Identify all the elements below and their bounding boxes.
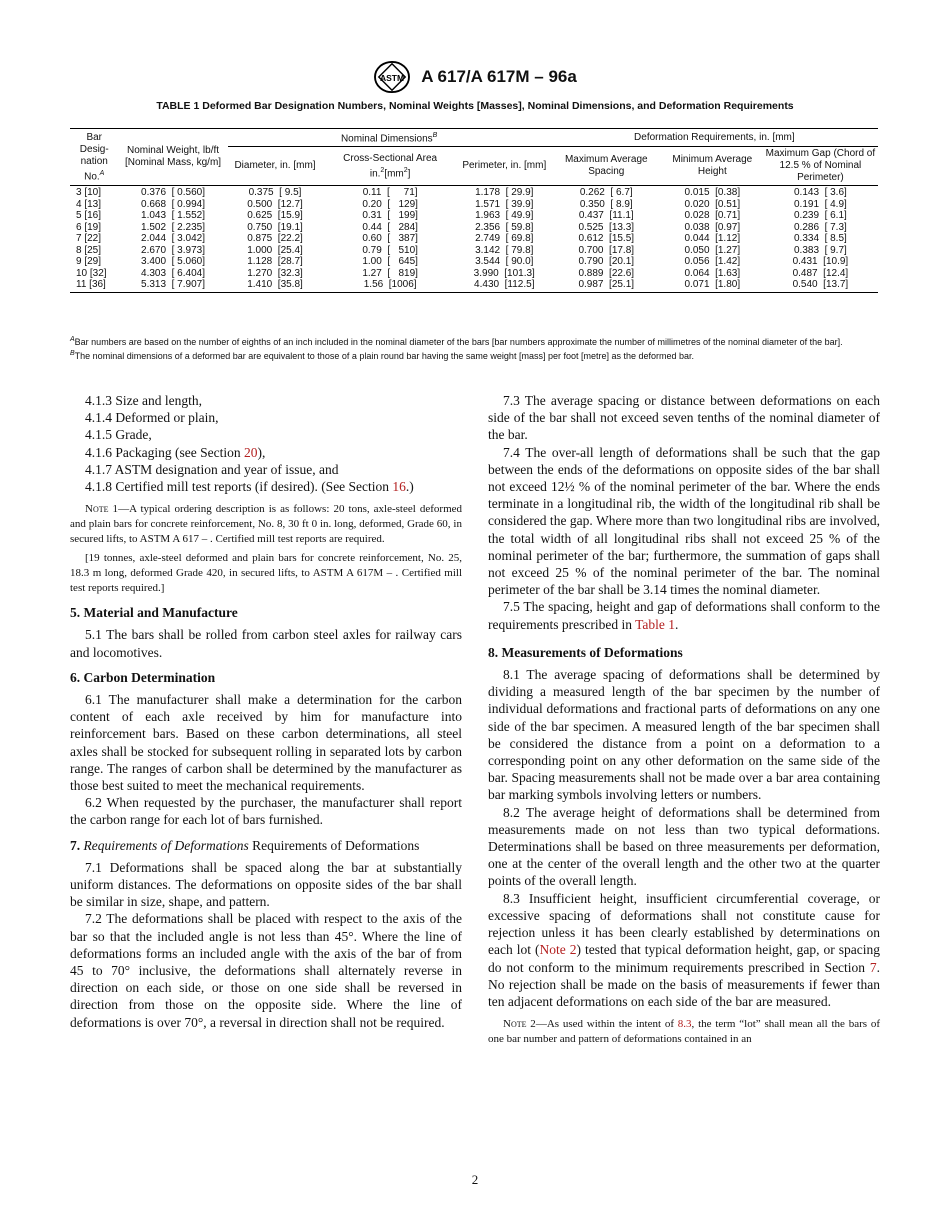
para-8-2: 8.2 The average height of deformations shall be determined from measurements made on not less than two typical deformations. Determinations shall be based on three measurements per deformation, one at the center of the overall length and the other two at the quarter points of the overall length.	[488, 804, 880, 889]
document-designation: A 617/A 617M – 96a	[421, 67, 577, 86]
col-header-bar: Bar Desig- nation No.$^A$	[70, 129, 118, 186]
table-cell: 4 [13]	[76, 198, 102, 210]
col-header-weight: Nominal Weight, lb/ft [Nominal Mass, kg/m]	[118, 129, 227, 186]
table-cell: 7 [22]	[76, 233, 102, 245]
deformed-bar-table	[70, 128, 878, 293]
table-cell: 11 [36]	[70, 279, 118, 292]
group-header-nominal: Nominal Dimensions$^B$	[228, 129, 551, 147]
table-row	[70, 233, 878, 245]
col-header-height: Minimum Average Height	[662, 147, 763, 186]
table-cell: 1.00 [ 645]	[362, 256, 418, 268]
table-cell: 0.383 [ 9.7]	[793, 244, 847, 256]
para-8-1: 8.1 The average spacing of deformations shall be determined by dividing a measured length of the bar specimen by the number of individual deformations and fractional parts of deformations on any one side of the bar specimen. A measured length of the bar specimen shall be considered the distance from a point on a deformation to a corresponding point on any other deformation on the same side of the bar. Spacing measurements shall not be made over a bar area containing bar marking symbols involving letters or numbers.	[488, 667, 880, 803]
table-cell: 8 [25]	[76, 244, 102, 256]
table-cell: 0.071 [1.80]	[662, 279, 763, 292]
table-cell: 0.889 [22.6]	[578, 267, 635, 279]
table-cell: 3.544 [ 90.0]	[475, 256, 534, 268]
table-cell: 0.875 [22.2]	[247, 233, 303, 245]
table-cell: 1.56 [1006]	[322, 279, 457, 292]
table-cell: 3.990 [101.3]	[473, 267, 535, 279]
table-cell: 0.050 [1.27]	[684, 244, 741, 256]
para-7-1: 7.1 Deformations shall be spaced along the bar at substantially uniform distances. The deformations on opposite sides of the bar shall be similar in size, shape, and pattern.	[70, 859, 462, 910]
para-7-2: 7.2 The deformations shall be placed with respect to the axis of the bar so that the included angle is not less than 45°. Where the line of deformations forms an included angle with the axis of the bar of from 45 to 70° inclusive, the deformations shall alternately reverse in direction on each side, or those on one side shall be reversed in direction from those on the opposite side. Where the line of deformations is over 70°, a reversal in direction shall not be required.	[70, 911, 462, 1030]
table-cell: 0.540 [13.7]	[763, 279, 878, 292]
table-cell: 1.178 [ 29.9]	[475, 187, 534, 199]
section-5-heading: 5. Material and Manufacture	[70, 605, 238, 621]
right-column	[488, 392, 880, 1047]
table-cell: 0.020 [0.51]	[684, 198, 741, 210]
table-cell: 1.128 [28.7]	[247, 256, 303, 268]
table-cell: 5 [16]	[76, 210, 102, 222]
table-cell: 0.500 [12.7]	[247, 198, 303, 210]
section-7-link[interactable]: 7	[869, 959, 877, 975]
table-cell: 0.376 [ 0.560]	[141, 187, 205, 199]
table-cell: 0.79 [ 510]	[362, 244, 418, 256]
table-cell: 0.044 [1.12]	[684, 233, 741, 245]
table-cell: 5.313 [ 7.907]	[118, 279, 227, 292]
table-cell: 0.038 [0.97]	[684, 221, 741, 233]
table-cell: 0.239 [ 6.1]	[793, 210, 847, 222]
table-row	[70, 245, 878, 257]
table-cell: 0.064 [1.63]	[684, 267, 741, 279]
table-cell: 0.262 [ 6.7]	[579, 187, 633, 199]
table-cell: 0.028 [0.71]	[684, 210, 741, 222]
table-row	[70, 210, 878, 222]
table-cell: 1.270 [32.3]	[247, 267, 303, 279]
table-cell: 0.525 [13.3]	[578, 221, 635, 233]
table-cell: 0.375 [ 9.5]	[248, 187, 302, 199]
table-cell: 0.350 [ 8.9]	[579, 198, 633, 210]
table-cell: 2.044 [ 3.042]	[141, 233, 205, 245]
table-cell: 0.31 [ 199]	[362, 210, 418, 222]
table-cell: 1.502 [ 2.235]	[141, 221, 205, 233]
table-cell: 0.431 [10.9]	[792, 256, 849, 268]
para-5-1: 5.1 The bars shall be rolled from carbon steel axles for railway cars and locomotives.	[70, 627, 462, 660]
para-6-2: 6.2 When requested by the purchaser, the manufacturer shall report the carbon range for each lot of bars furnished.	[70, 795, 462, 828]
table-cell: 3.400 [ 5.060]	[141, 256, 205, 268]
section-8-heading: 8. Measurements of Deformations	[488, 644, 683, 660]
table-cell: 0.487 [12.4]	[792, 267, 849, 279]
col-header-gap: Maximum Gap (Chord of 12.5 % of Nominal Perimeter)	[763, 147, 878, 186]
table-cell: 9 [29]	[76, 256, 102, 268]
table-cell: 3.142 [ 79.8]	[475, 244, 534, 256]
table-row	[70, 279, 878, 292]
footnote-a: $^A$Bar numbers are based on the number of eighths of an inch included in the nominal diameter of the bars [bar numbers approximate the number of millimetres of the nominal diameter of the bar].	[70, 336, 843, 347]
col-header-perimeter: Perimeter, in. [mm]	[458, 147, 551, 186]
document-header	[0, 60, 950, 94]
table-cell: 1.410 [35.8]	[228, 279, 323, 292]
table-cell: 6 [19]	[76, 221, 102, 233]
table-cell: 2.356 [ 59.8]	[475, 221, 534, 233]
table-cell: 1.963 [ 49.9]	[475, 210, 534, 222]
page-number: 2	[471, 1172, 479, 1187]
note-1: Note 1—A typical ordering description is as follows: 20 tons, axle-steel deformed and plain bars for concrete reinforcement, No. 8, 30 ft 0 in. long, deformed, Grade 60, in secured lifts, to ASTM A 617 – . Certified mill test reports are required.	[70, 503, 463, 546]
table-cell: 10 [32]	[76, 267, 107, 279]
item-4-1-7: 4.1.7 ASTM designation and year of issue, and	[85, 461, 339, 477]
col-header-spacing: Maximum Average Spacing	[551, 147, 662, 186]
table-cell: 0.334 [ 8.5]	[793, 233, 847, 245]
table-cell: 0.750 [19.1]	[247, 221, 303, 233]
col-header-area: Cross-Sectional Area $in.^2[mm^2]$	[322, 147, 457, 186]
para-6-1: 6.1 The manufacturer shall make a determination for the carbon content of each axle received by him for manufacture into reinforcement bars. Based on these carbon determinations, all steel axles shall be stocked for subsequent rolling in separated lots by carbon range. The ranges of carbon shall be determined by the manufacturer as those best suited to meet the mechanical requirements.	[70, 692, 462, 794]
table-caption: TABLE 1 Deformed Bar Designation Numbers, Nominal Weights [Masses], Nominal Dimensions, and Deformation Requirements	[156, 100, 794, 112]
para-7-4: 7.4 The over-all length of deformations shall be such that the gap between the ends of the deformations on opposite sides of the bar shall not exceed 12½ % of the nominal perimeter of the bar. Where the ends terminate in a longitudinal rib, the width of the longitudinal rib shall be considered the gap. Where more than two longitudinal ribs are involved, the total width of all longitudinal ribs shall not exceed 25 % of the nominal perimeter of the bar; furthermore, the summation of gaps shall not exceed 25 % of the nominal perimeter of the bar. The nominal perimeter of the bar shall be 3.14 times the nominal diameter.	[488, 444, 880, 598]
col-header-diameter: Diameter, in. [mm]	[228, 147, 323, 186]
table-body	[70, 186, 878, 293]
table-cell: 0.015 [0.38]	[684, 187, 741, 199]
table-cell: 0.987 [25.1]	[551, 279, 662, 292]
table-cell: 0.286 [ 7.3]	[793, 221, 847, 233]
table-1-link[interactable]: Table 1	[635, 616, 675, 632]
note-1-metric: [19 tonnes, axle-steel deformed and plain bars for concrete reinforcement, No. 25, 18.3 m long, deformed Grade 420, in secured lifts, to ASTM A 617M – . Certified mill test reports required.]	[70, 552, 462, 595]
table-row	[70, 199, 878, 211]
item-4-1-6: 4.1.6 Packaging (see Section 20),	[85, 444, 266, 460]
table-cell: 0.056 [1.42]	[684, 256, 741, 268]
table-cell: 0.20 [ 129]	[362, 198, 418, 210]
note-2: Note 2—As used within the intent of 8.3, the term “lot” shall mean all the bars of one bar number and pattern of deformations contained in an	[488, 1018, 880, 1046]
footnote-b: $^B$The nominal dimensions of a deformed bar are equivalent to those of a plain round bar having the same weight [mass] per foot [metre] as the deformed bar.	[70, 350, 695, 361]
item-4-1-4: 4.1.4 Deformed or plain,	[85, 410, 219, 426]
table-row	[70, 268, 878, 280]
item-4-1-5: 4.1.5 Grade,	[85, 427, 152, 443]
group-header-deformation: Deformation Requirements, in. [mm]	[551, 129, 878, 147]
left-column	[70, 392, 462, 1031]
table-cell: 3 [10]	[76, 187, 102, 199]
table-cell: 0.612 [15.5]	[578, 233, 635, 245]
table-cell: 0.790 [20.1]	[578, 256, 635, 268]
table-cell: 1.571 [ 39.9]	[475, 198, 534, 210]
table-cell: 0.668 [ 0.994]	[141, 198, 205, 210]
table-cell: 4.430 [112.5]	[458, 279, 551, 292]
item-4-1-8: 4.1.8 Certified mill test reports (if desired). (See Section 16.)	[85, 479, 414, 495]
table-row	[70, 186, 878, 199]
table-cell: 0.437 [11.1]	[578, 210, 634, 222]
table-row	[70, 256, 878, 268]
para-8-3: 8.3 Insufficient height, insufficient circumferential coverage, or excessive spacing of deformations shall not constitute cause for rejection unless it has been clearly established by determinations on each lot (Note 2) tested that typical deformation height, gap, or spacing do not conform to the minimum requirements prescribed in Section 7. No rejection shall be made on the basis of measurements if fewer than ten adjacent deformations on each side of the bar are measured.	[488, 890, 880, 1009]
table-cell: 1.000 [25.4]	[247, 244, 303, 256]
section-20-link[interactable]: 20	[243, 444, 258, 460]
item-4-1-3: 4.1.3 Size and length,	[85, 393, 202, 408]
table-cell: 4.303 [ 6.404]	[141, 267, 205, 279]
section-7-heading: 7. Requirements of Deformations Requirements of Deformations	[70, 837, 420, 853]
table-cell: 1.27 [ 819]	[362, 267, 418, 279]
table-cell: 0.60 [ 387]	[362, 233, 418, 245]
table-cell: 0.625 [15.9]	[247, 210, 303, 222]
para-7-3: 7.3 The average spacing or distance between deformations on each side of the bar shall not exceed seven tenths of the nominal diameter of the bar.	[488, 393, 880, 443]
table-row	[70, 222, 878, 234]
section-6-heading: 6. Carbon Determination	[70, 669, 216, 685]
table-cell: 0.700 [17.8]	[578, 244, 635, 256]
para-7-5: 7.5 The spacing, height and gap of deformations shall conform to the requirements prescribed in Table 1.	[488, 599, 880, 632]
table-cell: 0.143 [ 3.6]	[793, 187, 847, 199]
table-cell: 2.670 [ 3.973]	[141, 244, 205, 256]
table-cell: 0.191 [ 4.9]	[793, 198, 847, 210]
astm-logo-text: ASTM	[380, 72, 405, 83]
section-16-link[interactable]: 16	[392, 479, 406, 495]
table-footnotes	[70, 334, 880, 362]
table-cell: 1.043 [ 1.552]	[141, 210, 205, 222]
section-8-3-link[interactable]: 8.3	[677, 1018, 692, 1031]
table-cell: 0.11 [ 71]	[362, 187, 418, 199]
note-2-link[interactable]: Note 2	[539, 942, 577, 958]
table-cell: 2.749 [ 69.8]	[475, 233, 534, 245]
table-cell: 0.44 [ 284]	[362, 221, 418, 233]
astm-logo-icon	[373, 60, 411, 94]
